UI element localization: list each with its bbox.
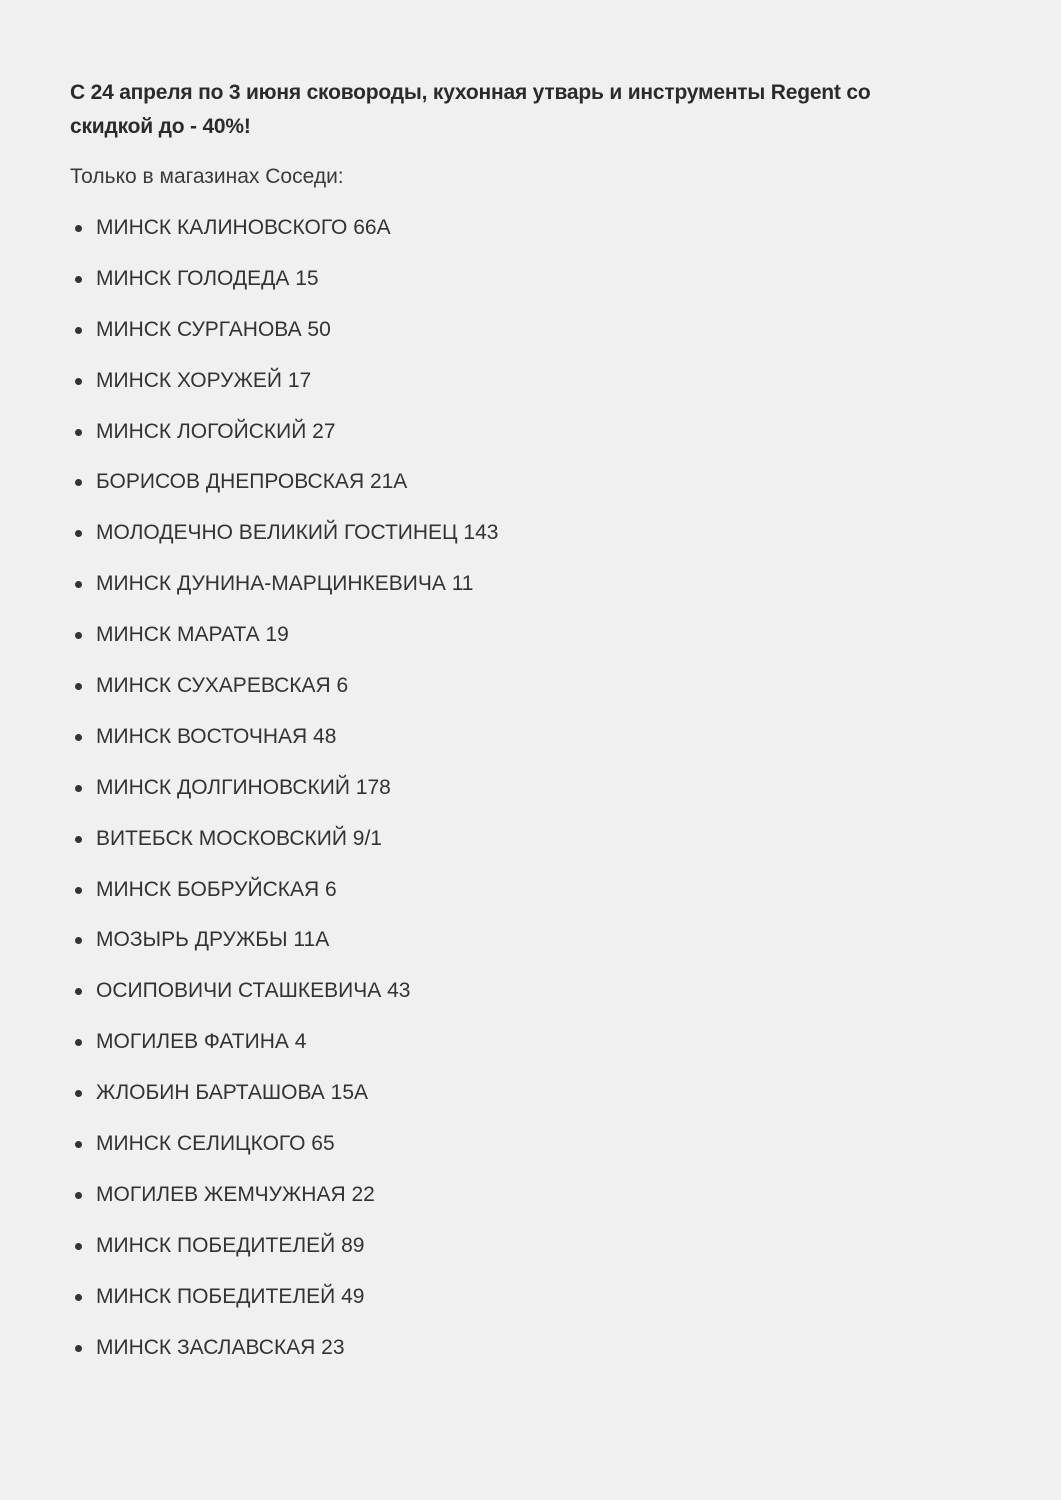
store-address: МИНСК ПОБЕДИТЕЛЕЙ 89: [96, 1233, 365, 1257]
store-list-item: [70, 262, 930, 296]
store-list-item: [70, 669, 930, 703]
bullet-icon: [75, 632, 82, 639]
bullet-icon: [75, 581, 82, 588]
store-list: [70, 211, 930, 1365]
store-list-item: [70, 923, 930, 957]
store-list-item: [70, 567, 930, 601]
bullet-icon: [75, 683, 82, 690]
store-address: ЖЛОБИН БАРТАШОВА 15А: [96, 1081, 369, 1105]
store-list-item: [70, 364, 930, 398]
bullet-icon: [75, 479, 82, 486]
store-list-item: [70, 211, 930, 245]
store-address: МОЛОДЕЧНО ВЕЛИКИЙ ГОСТИНЕЦ 143: [96, 521, 499, 545]
bullet-icon: [75, 1294, 82, 1301]
store-list-item: [70, 1229, 930, 1263]
store-address: МИНСК ДУНИНА-МАРЦИНКЕВИЧА 11: [96, 572, 474, 596]
store-list-item: [70, 313, 930, 347]
store-address: МИНСК ГОЛОДЕДА 15: [96, 266, 319, 290]
promo-headline: С 24 апреля по 3 июня сковороды, кухонная утварь и инструменты Regent со скидкой до - 40%!: [70, 81, 871, 138]
store-address: МИНСК ПОБЕДИТЕЛЕЙ 49: [96, 1284, 365, 1308]
bullet-icon: [75, 1192, 82, 1199]
store-address: МИНСК СЕЛИЦКОГО 65: [96, 1132, 335, 1156]
bullet-icon: [75, 1243, 82, 1250]
store-address: ОСИПОВИЧИ СТАШКЕВИЧА 43: [96, 979, 411, 1003]
bullet-icon: [75, 1141, 82, 1148]
store-address: ВИТЕБСК МОСКОВСКИЙ 9/1: [96, 826, 382, 850]
store-list-item: [70, 822, 930, 856]
store-list-item: [70, 1280, 930, 1314]
intro-text: Только в магазинах Соседи:: [70, 165, 344, 188]
bullet-icon: [75, 1039, 82, 1046]
store-list-item: [70, 415, 930, 449]
store-address: МИНСК СУХАРЕВСКАЯ 6: [96, 674, 349, 698]
store-list-item: [70, 1076, 930, 1110]
bullet-icon: [75, 1090, 82, 1097]
store-list-item: [70, 465, 930, 499]
bullet-icon: [75, 836, 82, 843]
store-address: МИНСК ЗАСЛАВСКАЯ 23: [96, 1335, 345, 1359]
store-address: МИНСК ВОСТОЧНАЯ 48: [96, 724, 337, 748]
store-list-item: [70, 1178, 930, 1212]
store-list-item: [70, 873, 930, 907]
store-list-item: [70, 720, 930, 754]
store-list-item: [70, 516, 930, 550]
store-address: МИНСК ДОЛГИНОВСКИЙ 178: [96, 775, 391, 799]
store-address: МИНСК БОБРУЙСКАЯ 6: [96, 877, 337, 901]
bullet-icon: [75, 988, 82, 995]
bullet-icon: [75, 276, 82, 283]
bullet-icon: [75, 937, 82, 944]
bullet-icon: [75, 1345, 82, 1352]
store-list-item: [70, 1127, 930, 1161]
store-address: МИНСК МАРАТА 19: [96, 623, 289, 647]
store-address: МИНСК КАЛИНОВСКОГО 66А: [96, 216, 391, 239]
bullet-icon: [75, 378, 82, 385]
store-list-item: [70, 974, 930, 1008]
store-list-item: [70, 1331, 930, 1365]
store-address: МОГИЛЕВ ФАТИНА 4: [96, 1030, 307, 1054]
bullet-icon: [75, 429, 82, 436]
bullet-icon: [75, 887, 82, 894]
store-address: БОРИСОВ ДНЕПРОВСКАЯ 21А: [96, 470, 408, 494]
bullet-icon: [75, 327, 82, 334]
bullet-icon: [75, 225, 82, 232]
store-address: МИНСК ХОРУЖЕЙ 17: [96, 368, 312, 392]
store-list-item: [70, 1025, 930, 1059]
store-address: МИНСК СУРГАНОВА 50: [96, 317, 331, 341]
store-list-item: [70, 771, 930, 805]
article-body: [70, 76, 930, 1381]
bullet-icon: [75, 785, 82, 792]
store-list-item: [70, 618, 930, 652]
store-address: МОГИЛЕВ ЖЕМЧУЖНАЯ 22: [96, 1182, 375, 1206]
store-address: МИНСК ЛОГОЙСКИЙ 27: [96, 419, 336, 443]
store-address: МОЗЫРЬ ДРУЖБЫ 11А: [96, 928, 330, 952]
bullet-icon: [75, 734, 82, 741]
bullet-icon: [75, 530, 82, 537]
